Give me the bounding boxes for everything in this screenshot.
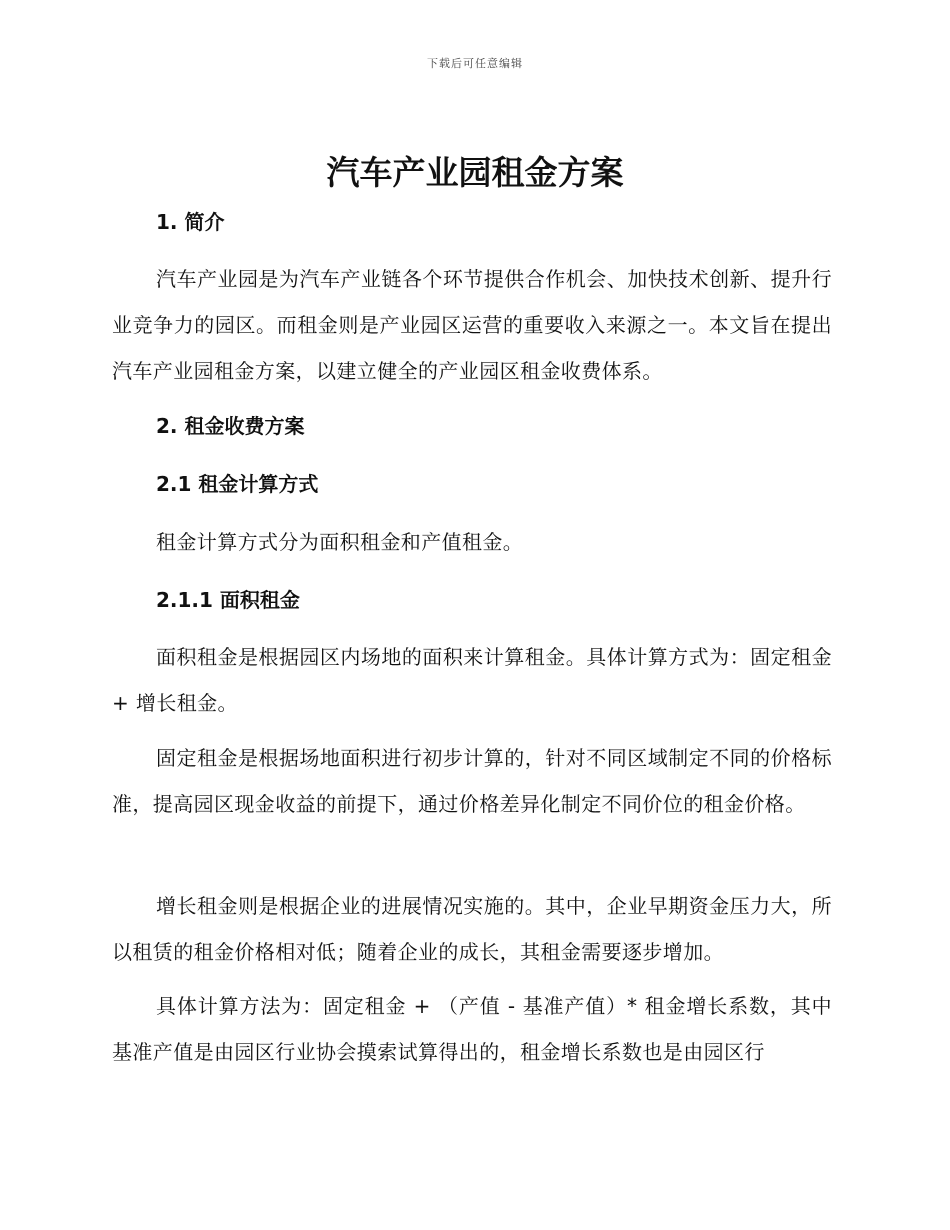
section-heading-rent-plan: 2. 租金收费方案 [156,414,305,438]
paragraph-rent-calc: 租金计算方式分为面积租金和产值租金。 [156,530,524,554]
section-heading-intro: 1. 简介 [156,210,225,234]
paragraph-area-rent-3: 增长租金则是根据企业的进展情况实施的。其中，企业早期资金压力大，所以租赁的租金价格相对低；随着企业的成长，其租金需要逐步增加。 [112,894,832,964]
paragraph-area-rent-4: 具体计算方法为：固定租金 + （产值 - 基准产值）* 租金增长系数，其中基准产值是由园区行业协会摸索试算得出的，租金增长系数也是由园区行 [112,994,832,1064]
section-heading-rent-calc: 2.1 租金计算方式 [156,472,319,496]
paragraph-area-rent-2: 固定租金是根据场地面积进行初步计算的，针对不同区域制定不同的价格标准，提高园区现金收益的前提下，通过价格差异化制定不同价位的租金价格。 [112,746,832,816]
paragraph-area-rent-1: 面积租金是根据园区内场地的面积来计算租金。具体计算方式为：固定租金 + 增长租金。 [112,645,832,715]
section-heading-area-rent: 2.1.1 面积租金 [156,588,300,612]
document-title: 汽车产业园租金方案 [326,153,624,192]
page-header: 下载后可任意编辑 [427,57,523,70]
paragraph-intro: 汽车产业园是为汽车产业链各个环节提供合作机会、加快技术创新、提升行业竞争力的园区。而租金则是产业园区运营的重要收入来源之一。本文旨在提出汽车产业园租金方案，以建立健全的产业园区租金收费体系。 [112,267,832,383]
